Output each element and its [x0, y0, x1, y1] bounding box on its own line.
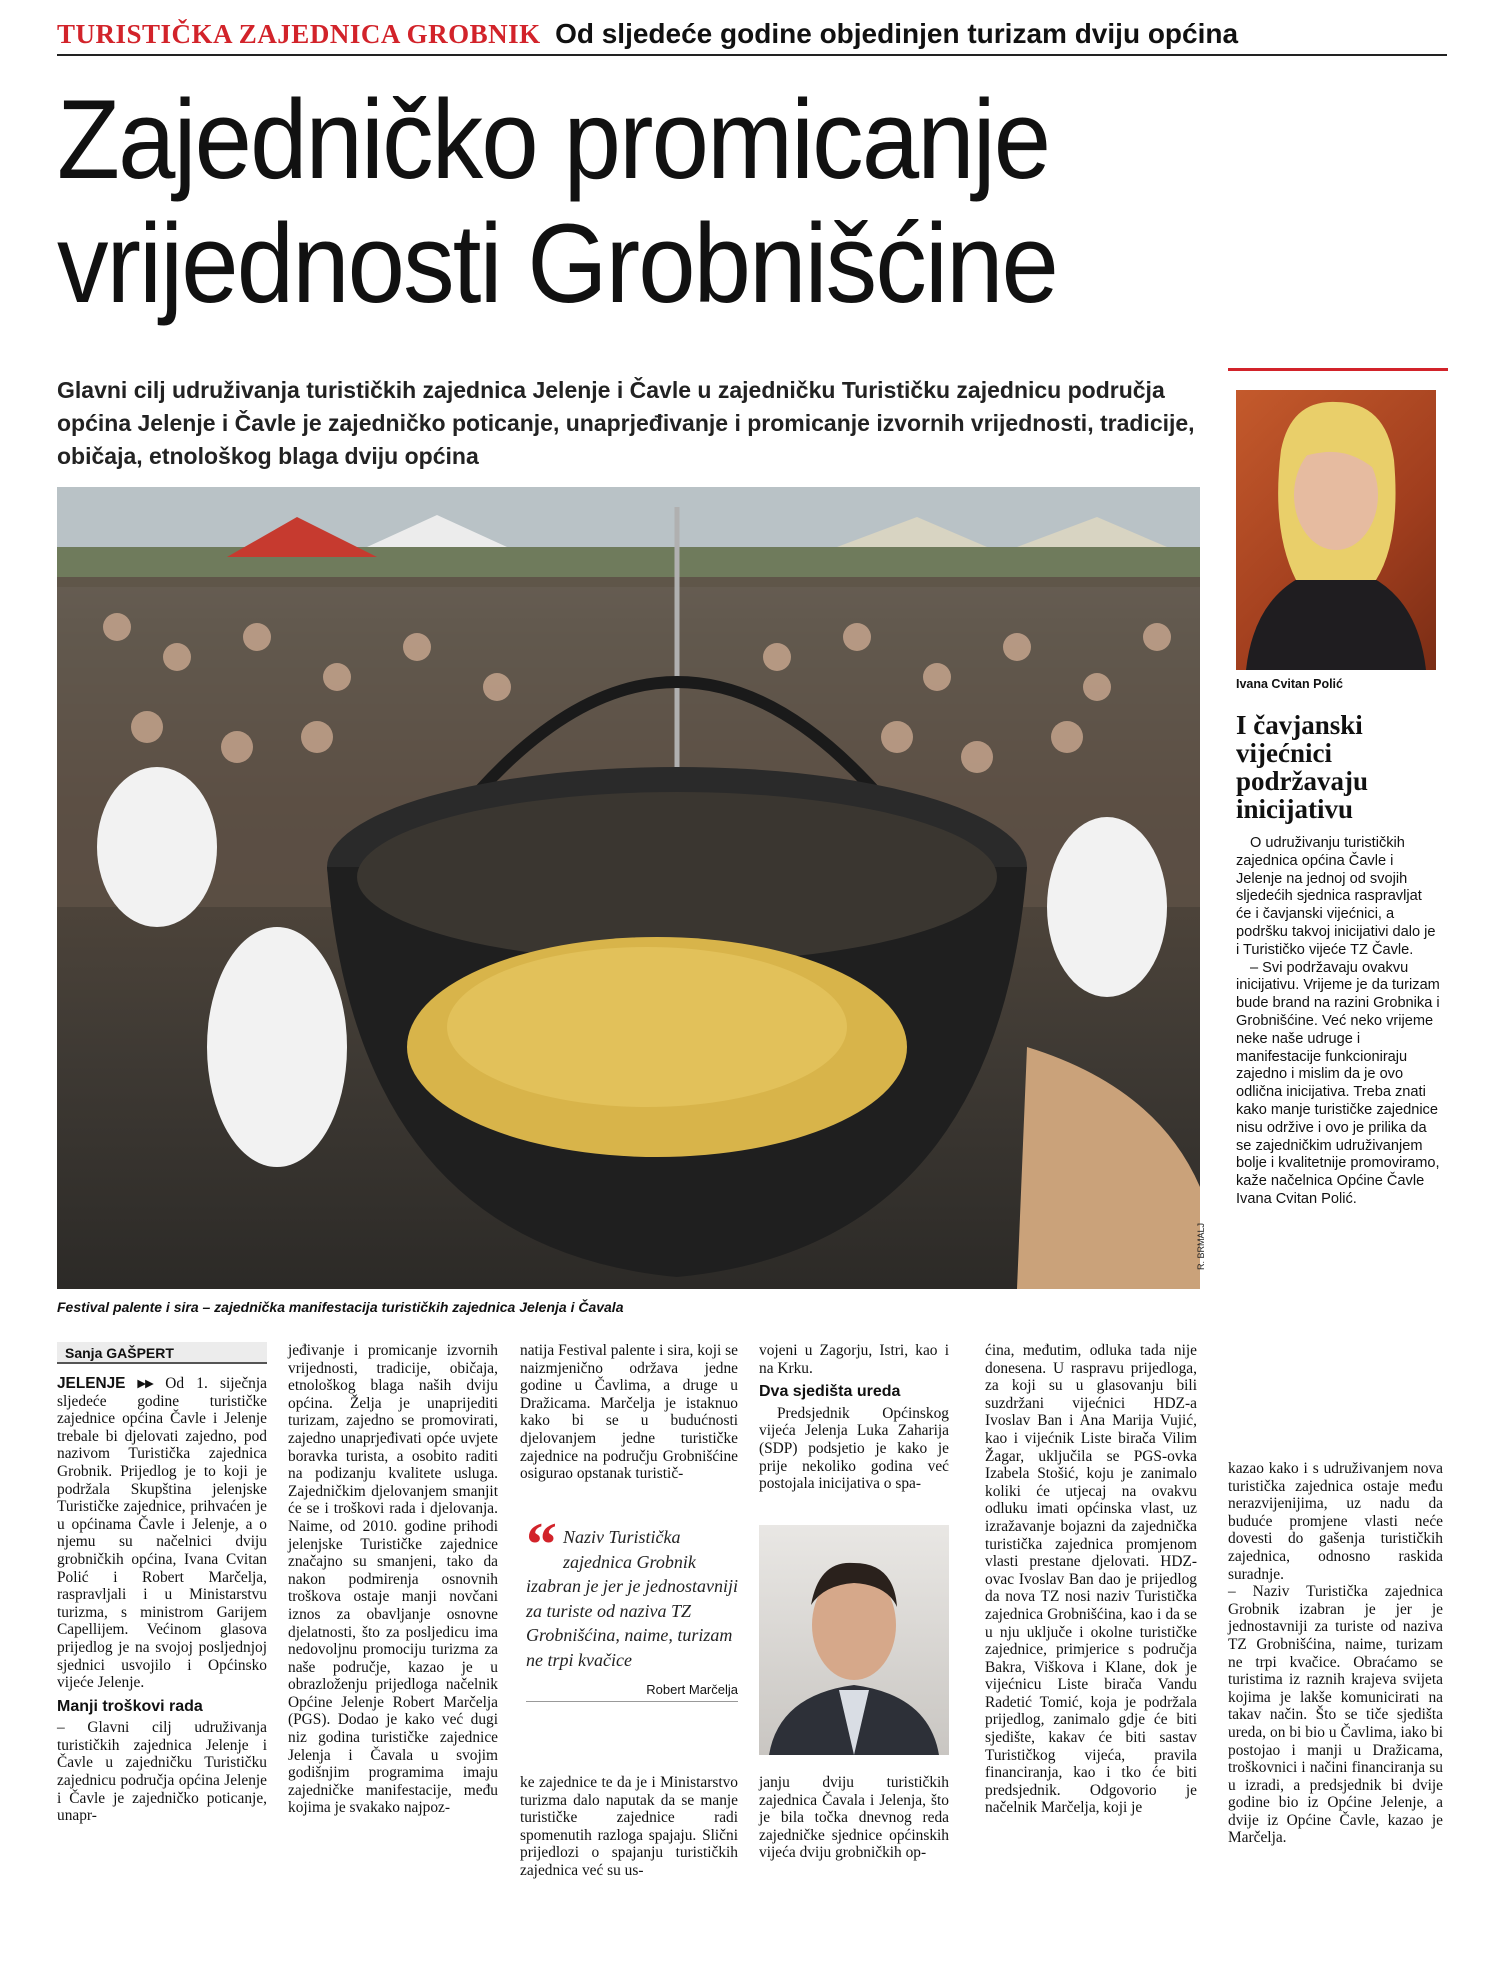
photo-credit: R. BRMALJ [1196, 1222, 1206, 1270]
article-column-4 [759, 1342, 949, 1493]
sidebar-title: I čavjanski vijećnici podržavaju inicijativu [1236, 710, 1369, 824]
paragraph: kazao kako i s udruživanjem nova turistička zajednica ostaje među nerazvijenijima, uz nadu da buduće promjene vlasti neće dovesti do gašenja turističkih zajednica, odnosno raskida suradnje. [1228, 1460, 1443, 1583]
article-column-3-bottom [520, 1774, 738, 1880]
woman-portrait-illustration [1236, 390, 1436, 670]
article-column-2 [288, 1342, 498, 1817]
headline-line-1: Zajedničko promicanje [57, 77, 1050, 202]
sidebar-rule [1228, 368, 1448, 371]
sidebar-photo-caption: Ivana Cvitan Polić [1236, 677, 1343, 691]
paragraph: – Naziv Turistička zajednica Grobnik izabran je jer je jednostavniji za turiste od naziva TZ Grobnišćina, naime, turizam ne trpi kvačice. Obraćamo se turistima iz raznih krajeva svijeta kojima je lakše komunicirati na takav način. Što se tiče sjedišta ureda, on bi bio u Čavlima, iako bi postojao i manji u Dražicama, troškovnici i načini financiranja su u izradi, a predsjednik bi dvije godine bio iz Općine Jelenje, a dvije iz Općine Čavle, kazao je Marčelja. [1228, 1583, 1443, 1847]
cauldron-illustration [57, 487, 1200, 1289]
paragraph: janju dviju turističkih zajednica Čavala i Jelenja, što je bila točka dnevnog reda zajedničke sjednice općinskih vijeća dviju grobničkih op- [759, 1774, 949, 1862]
quote-author: Robert Marčelja [526, 1682, 738, 1702]
article-column-4-bottom [759, 1774, 949, 1862]
paragraph: – Glavni cilj udruživanja turističkih zajednica Jelenje i Čavle u zajedničku Turističku zajednicu područja općina Jelenje i Čavle je zajedničko poticanje, unapr- [57, 1719, 267, 1825]
portrait-ivana-cvitan-polic [1236, 390, 1436, 670]
byline: Sanja GAŠPERT [57, 1342, 267, 1364]
paragraph: vojeni u Zagorju, Istri, kao i na Krku. [759, 1342, 949, 1377]
sidebar-text [1236, 835, 1441, 1209]
paragraph: – Svi podržavaju ovakvu inicijativu. Vrijeme je da turizam bude brand na razini Grobnika i Grobnišćine. Već neko vrijeme neke naše udruge i manifestacije funkcioniraju zajedno i mislim da je ovo odlična inicijativa. Treba znati kako manje turističke zajednice nisu održive i ovo je prilika da se zajedničkim udruživanjem bolje i kvalitetnije promoviramo, kaže načelnica Općine Čavle Ivana Cvitan Polić. [1236, 959, 1440, 1207]
lead-paragraph: Glavni cilj udruživanja turističkih zajednica Jelenje i Čavle u zajedničku Turističku zajednicu područja općina Jelenje i Čavle je zajedničko poticanje, unaprjeđivanje i promicanje izvornih vrijednosti, tradicije, običaja, etnološkog blaga dviju općina [57, 377, 1195, 469]
headline [57, 78, 1345, 326]
section-label: TURISTIČKA ZAJEDNICA GROBNIK [57, 19, 541, 49]
article-column-3-top [520, 1342, 738, 1483]
paragraph: ćina, međutim, odluka tada nije donesena. U raspravu prijedloga, za koji su u glasovanju bili suzdržani vijećnici HDZ-a Ivoslav Ban i Ana Marija Vujić, kao i vijećnik Liste birača Vilim Žagar, uključila se PGS-ovka Izabela Stošić, koju je zanimalo koliki će utjecaj na ovakvu odluku imati općinska vlast, uz izražavanje bojazni da zajednička turistička zajednica promjenom vlasti prestane djelovati. HDZ-ovac Ivoslav Ban dao je prijedlog da nova TZ nosi naziv Turistička zajednica Grobnišćina, kao i da se u nju uključe i okolne turističke zajednice, primjerice s područja Bakra, Viškova i Klane, dok je vijećnicu Liste birača Vandu Radetić Tomić, koja je podržala prijedlog, zanimalo gdje će biti sjedište, kakav će biti sastav Turističkog vijeća, pravila financiranja, kao i tko će biti predsjednik. Odgovorio je načelnik Marčelja, koji je [985, 1342, 1197, 1817]
main-photo [57, 487, 1200, 1289]
paragraph: ke zajednice te da je i Ministarstvo turizma dalo naputak da se manje turističke zajednice radi spomenutih razloga spajaju. Slični prijedlozi o spajanju turističkih zajednica već su us- [520, 1774, 738, 1879]
subheading: Manji troškovi rada [57, 1697, 203, 1715]
paragraph: Predsjednik Općinskog vijeća Jelenja Luka Zaharija (SDP) podsjetio je kako je prije nekoliko godina već postojala inicijativa o spa- [759, 1404, 949, 1493]
article-column-1 [57, 1375, 267, 1825]
paragraph: jeđivanje i promicanje izvornih vrijednosti, tradicije, običaja, etnološkog blaga naših dviju općina. Želja je unaprijediti turizam, zajedno se promovirati, zajedno unaprjeđivati opće uvjete boravka turista, a osobito raditi na podizanju kvalitete usluga. Zajedničkim djelovanjem smanjit će se i troškovi rada i djelovanja. Naime, od 2010. godine prihodi jelenjske Turističke zajednice značajno su smanjeni, tako da nakon podmirenja osnovnih troškova ostaje manji novčani iznos za obavljanje osnovne djelatnosti, što za posljedicu ima nedovoljnu promociju turizma za naše područje, kazao je u obrazloženju prijedloga načelnik Općine Jelenje Robert Marčelja (PGS). Dodao je kako već dugi niz godina turističke zajednice Jelenja i Čavala u svojim godišnjim programima imaju zajedničke manifestacije, među kojima je svakako najpoz- [288, 1342, 498, 1817]
photo-caption: Festival palente i sira – zajednička manifestacija turističkih zajednica Jelenja i Čavala [57, 1299, 624, 1315]
paragraph: Od 1. siječnja sljedeće godine turističke zajednice općina Čavle i Jelenje trebale bi djelovati zajedno, pod nazivom Turistička zajednica Grobnik. Prijedlog je to koji je podržala Skupština jelenjske Turističke zajednice, prihvaćen je u općinama Čavle i Jelenje, a o njemu su načelnici dviju grobničkih općina, Ivana Cvitan Polić i Robert Marčelja, raspravljali i u Ministarstvu turizma, s ministrom Garijem Capellijem. Većinom glasova prijedlog je na svojoj posljednjoj sjednici usvojilo i Općinsko vijeće Jelenje. [57, 1375, 267, 1692]
paragraph: O udruživanju turističkih zajednica općina Čavle i Jelenje na jednoj od svojih sljedećih sjednica raspravljat će i čavjanski vijećnici, a podršku takvoj inicijativi dalo je i Turističko vijeće TZ Čavle. [1236, 835, 1436, 958]
dateline-arrow-icon: ▸▸ [137, 1375, 154, 1392]
article-column-5 [985, 1342, 1197, 1817]
article-column-6 [1228, 1460, 1443, 1847]
man-portrait-illustration [759, 1525, 949, 1755]
dateline: JELENJE [57, 1375, 126, 1392]
paragraph: natija Festival palente i sira, koji se naizmjenično održava jedne godine u Čavlima, a druge u Dražicama. Marčelja je istaknuo kako bi se u budućnosti djelovanjem jedne turističke zajednice na području Grobnišćine osigurao opstanak turistič- [520, 1342, 738, 1483]
headline-line-2: vrijednosti Grobnišćine [57, 201, 1058, 326]
pull-quote [526, 1511, 738, 1702]
quote-mark-icon: “ [526, 1511, 557, 1579]
quote-text: Naziv Turistička zajednica Grobnik izabran je jer je jednostavniji za turiste od naziva TZ Grobnišćina, naime, turizam ne trpi kvačice [526, 1527, 738, 1670]
portrait-robert-marcelja [759, 1525, 949, 1755]
kicker-subtitle: Od sljedeće godine objedinjen turizam dviju općina [555, 18, 1239, 49]
kicker [57, 18, 1447, 56]
subheading: Dva sjedišta ureda [759, 1383, 901, 1401]
